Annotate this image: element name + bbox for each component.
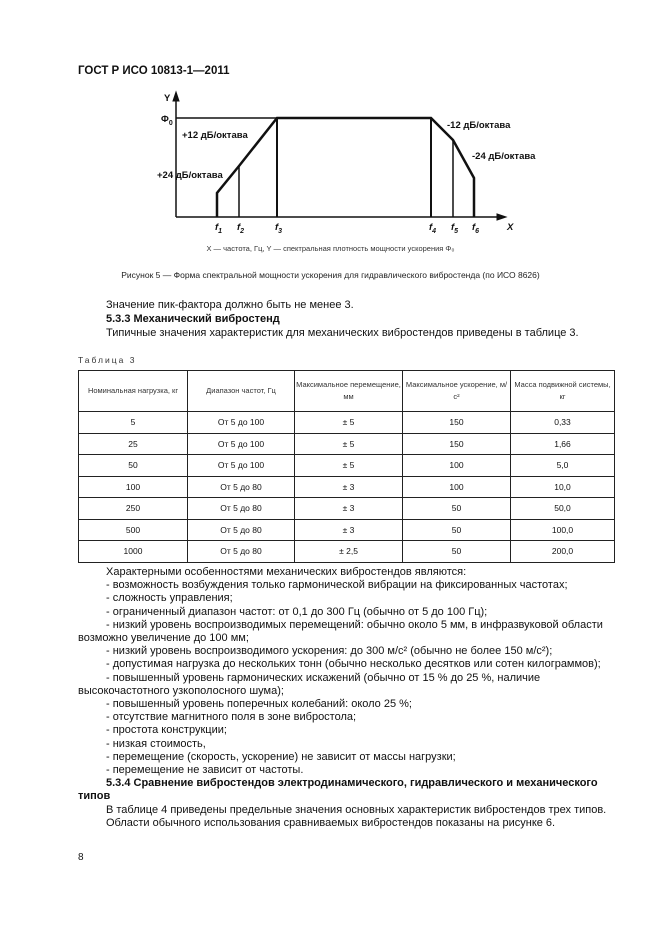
table-row xyxy=(79,519,615,541)
table-cell: 100,0 xyxy=(511,519,615,541)
features-intro: Характерными особенностями механических вибростендов являются: xyxy=(106,566,467,578)
table-cell: 5,0 xyxy=(511,455,615,477)
feature-item: - простота конструкции; xyxy=(106,724,227,737)
table-cell: От 5 до 80 xyxy=(188,498,295,520)
section-heading-5-3-4 xyxy=(78,777,618,803)
table-cell: 150 xyxy=(403,412,511,434)
table-row xyxy=(79,541,615,563)
table-row xyxy=(79,433,615,455)
column-header: Диапазон частот, Гц xyxy=(188,371,295,412)
tick-f6: $f_6$ xyxy=(472,222,480,235)
feature-item: - допустимая нагрузка до нескольких тонн (обычно несколько десятков или сотен килограммов); xyxy=(106,658,601,671)
spectrum-figure xyxy=(0,0,661,240)
paragraph-figure6: Области обычного использования сравниваемых вибростендов показаны на рисунке 6. xyxy=(106,816,556,829)
figure-legend: X — частота, Гц, Y — спектральная плотность мощности ускорения Φ₀ xyxy=(206,244,455,253)
table-cell: 50 xyxy=(79,455,188,477)
table-cell: 250 xyxy=(79,498,188,520)
table-cell: 100 xyxy=(403,455,511,477)
paragraph-peak-factor: Значение пик-фактора должно быть не менее 3. xyxy=(106,299,354,311)
tick-f2: $f_2$ xyxy=(237,222,245,235)
feature-item: - низкий уровень воспроизводимых перемещений: обычно около 5 мм, в инфразвуковой области возможно увеличение до 100 мм; xyxy=(78,618,603,645)
figure-caption: Рисунок 5 — Форма спектральной мощности ускорения для гидравлического вибростенда (по ИСО 8626) xyxy=(121,270,540,280)
column-header: Максимальное перемещение, мм xyxy=(295,371,403,412)
label-up12: +12 дБ/октава xyxy=(182,130,248,141)
label-down12: -12 дБ/октава xyxy=(447,120,511,131)
feature-item: - возможность возбуждения только гармонической вибрации на фиксированных частотах; xyxy=(106,579,568,592)
document-header: ГОСТ Р ИСО 10813-1—2011 xyxy=(78,65,230,77)
feature-item: - повышенный уровень гармонических искажений (обычно от 15 % до 25 %, наличие высокочастотного узкополосного шума); xyxy=(78,671,541,697)
table-cell: ± 3 xyxy=(295,498,403,520)
y-axis-arrow-icon xyxy=(173,92,179,101)
table-cell: 50 xyxy=(403,519,511,541)
table-cell: 25 xyxy=(79,433,188,455)
paragraph-table4: В таблице 4 приведены предельные значения основных характеристик вибростендов трех типов. xyxy=(106,803,607,816)
table-cell: От 5 до 80 xyxy=(188,541,295,563)
table-cell: 50 xyxy=(403,498,511,520)
y-axis-label: Y xyxy=(164,93,171,104)
feature-item: - повышенный уровень поперечных колебаний: около 25 %; xyxy=(106,698,412,711)
table-cell: 50,0 xyxy=(511,498,615,520)
feature-item: - перемещение не зависит от частоты. xyxy=(106,764,304,777)
table-cell: ± 3 xyxy=(295,476,403,498)
table-cell: ± 5 xyxy=(295,455,403,477)
spectrum-curve xyxy=(217,118,474,217)
page-number: 8 xyxy=(78,852,84,863)
column-header: Масса подвижной системы, кг xyxy=(511,371,615,412)
tick-f4: $f_4$ xyxy=(429,222,437,235)
x-axis-label: X xyxy=(507,222,514,233)
table-cell: ± 3 xyxy=(295,519,403,541)
table-cell: 500 xyxy=(79,519,188,541)
table-row xyxy=(79,412,615,434)
table-row xyxy=(79,455,615,477)
table-header-row xyxy=(79,371,615,412)
table-cell: От 5 до 80 xyxy=(188,476,295,498)
tick-f5: $f_5$ xyxy=(451,222,459,235)
table-cell: 200,0 xyxy=(511,541,615,563)
features-list xyxy=(78,579,618,777)
feature-item: - низкая стоимость, xyxy=(106,737,206,750)
paragraph-table-ref: Типичные значения характеристик для механических вибростендов приведены в таблице 3. xyxy=(106,327,579,339)
table-cell: От 5 до 100 xyxy=(188,412,295,434)
tick-f1: $f_1$ xyxy=(215,222,223,235)
feature-item: - сложность управления; xyxy=(106,592,233,605)
table-cell: 1000 xyxy=(79,541,188,563)
column-header: Номинальная нагрузка, кг xyxy=(79,371,188,412)
table-cell: 150 xyxy=(403,433,511,455)
section-heading-text: 5.3.4 Сравнение вибростендов электродинамического, гидравлического и механического типов xyxy=(78,777,598,803)
table-cell: От 5 до 100 xyxy=(188,433,295,455)
table-cell: От 5 до 80 xyxy=(188,519,295,541)
table-cell: 5 xyxy=(79,412,188,434)
phi0-label: $\Phi_0$ xyxy=(161,114,173,127)
feature-item: - ограниченный диапазон частот: от 0,1 до 300 Гц (обычно от 5 до 100 Гц); xyxy=(106,605,488,618)
table-cell: 100 xyxy=(79,476,188,498)
column-header: Максимальное ускорение, м/с² xyxy=(403,371,511,412)
table-caption: Таблица 3 xyxy=(78,355,137,365)
tick-f3: $f_3$ xyxy=(275,222,283,235)
table-row xyxy=(79,498,615,520)
feature-item: - низкий уровень воспроизводимого ускорения: до 300 м/с² (обычно не более 150 м/с²); xyxy=(106,645,553,658)
x-axis-arrow-icon xyxy=(497,214,506,220)
table-cell: 0,33 xyxy=(511,412,615,434)
feature-item: - отсутствие магнитного поля в зоне вибростола; xyxy=(106,711,357,724)
label-up24: +24 дБ/октава xyxy=(157,170,223,181)
section-heading-5-3-3: 5.3.3 Механический вибростенд xyxy=(106,313,280,325)
table-row xyxy=(79,476,615,498)
table-cell: 10,0 xyxy=(511,476,615,498)
table-cell: ± 5 xyxy=(295,412,403,434)
features-section xyxy=(78,566,618,830)
feature-item: - перемещение (скорость, ускорение) не зависит от массы нагрузки; xyxy=(106,750,456,763)
table-cell: От 5 до 100 xyxy=(188,455,295,477)
table-cell: 100 xyxy=(403,476,511,498)
label-down24: -24 дБ/октава xyxy=(472,151,536,162)
table-cell: ± 2,5 xyxy=(295,541,403,563)
table-cell: ± 5 xyxy=(295,433,403,455)
table-cell: 1,66 xyxy=(511,433,615,455)
table-cell: 50 xyxy=(403,541,511,563)
characteristics-table xyxy=(78,370,615,563)
